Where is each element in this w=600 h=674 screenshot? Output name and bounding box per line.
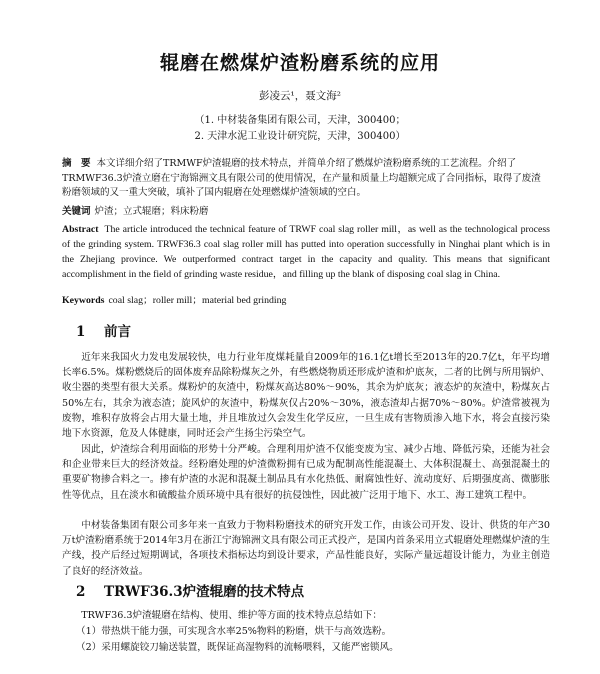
section-1-title: 前言 xyxy=(104,324,131,340)
section-1-number: 1 xyxy=(76,324,86,340)
abstract-cn-text: 本文详细介绍了TRMWF炉渣辊磨的技术特点，并简单介绍了燃煤炉渣粉磨系统的工艺流程。介绍了TRMWF36.3炉渣立磨在宁海锦洲文具有限公司的使用情况，在产量和质量上均超额完成了合同指标，取得了废渣粉磨领域的又一重大突破，填补了国内辊磨在处理燃煤炉渣领域的空白。 xyxy=(62,158,541,198)
section-2-heading xyxy=(76,580,304,600)
keywords-en xyxy=(62,293,550,308)
section-2-intro: TRWF36.3炉渣辊磨在结构、使用、维护等方面的技术特点总结如下： xyxy=(81,610,382,621)
keywords-cn-label: 关键词 xyxy=(62,206,91,217)
section-1-heading xyxy=(76,320,131,340)
abstract-cn xyxy=(62,157,550,201)
section-2-item-2: （2）采用螺旋铰刀输送装置，既保证高湿物料的流畅喂料，又能严密锁风。 xyxy=(76,642,399,653)
keywords-en-text: coal slag；roller mill；material bed grinding xyxy=(108,295,287,306)
section-2-title: TRWF36.3炉渣辊磨的技术特点 xyxy=(104,584,305,600)
affiliation-2: 2. 天津水泥工业设计研究院，天津，300400） xyxy=(194,131,406,142)
keywords-cn xyxy=(62,205,550,220)
paper-title: 辊磨在燃煤炉渣粉磨系统的应用 xyxy=(159,52,440,74)
section-2-number: 2 xyxy=(76,584,86,600)
abstract-en-label: Abstract xyxy=(62,224,99,235)
affiliation-1: （1. 中材装备集团有限公司，天津，300400； xyxy=(194,115,406,126)
section-2-item-1: （1）带热烘干能力强，可实现含水率25%物料的粉磨，烘干与高效选粉。 xyxy=(76,626,392,637)
abstract-cn-label: 摘 要 xyxy=(62,158,91,169)
section-1-paragraph-2: 因此，炉渣综合利用面临的形势十分严峻。合理利用炉渣不仅能变废为宝、减少占地、降低污染，还能为社会和企业带来巨大的经济效益。经粉磨处理的炉渣微粉拥有已成为配制高性能混凝土、大体积混凝土、高强混凝土的重要矿物掺合料之一。掺有炉渣的水泥和混凝土制品具有水化热低、耐腐蚀性好、流动度好、后期强度高、微膨胀性等优点，且在淡水和硫酸盐介质环境中具有很好的抗侵蚀性，因此被广泛用于地下、水工、海工建筑工程中。 xyxy=(62,444,550,501)
abstract-en xyxy=(62,222,550,282)
abstract-en-text: The article introduced the technical feature of TRWF coal slag roller mill，as well as the technological process of the grinding system. TRWF36.3 coal slag roller mill has putted into operation successfully in Ninghai plant which is in the Zhejiang province. We outperformed contract target in the capacity and quality. This means that significant accomplishment in the field of grinding waste residue，and filling up the blank of disposing coal slag in China. xyxy=(62,224,550,280)
section-1-paragraph-3: 中材装备集团有限公司多年来一直致力于物料粉磨技术的研究开发工作，由该公司开发、设计、供货的年产30万t炉渣粉磨系统于2014年3月在浙江宁海锦洲文具有限公司正式投产，是国内首条采用立式辊磨处理燃煤炉渣的生产线，投产后经过短期调试，各项技术指标达均到设计要求，产品性能良好，实际产量远超设计能力，为业主创造了良好的经济效益。 xyxy=(62,520,550,577)
keywords-en-label: Keywords xyxy=(62,295,105,306)
keywords-cn-text: 炉渣；立式辊磨；料床粉磨 xyxy=(94,206,209,217)
authors: 彭凌云¹，聂文海² xyxy=(259,90,341,102)
section-1-paragraph-1: 近年来我国火力发电发展较快，电力行业年度煤耗量自2009年的16.1亿t增长至2013年的20.7亿t，年平均增长率6.5%。煤粉燃烧后的固体废弃品除粉煤灰之外，有些燃烧物质还形成炉渣和炉底灰，二者的比例与所用锅炉、收尘器的类型有很大关系。煤粉炉的灰渣中，粉煤灰高达80%～90%，其余为炉底灰；液态炉的灰渣中，粉煤灰占50%左右，其余为液态渣；旋风炉的灰渣中，粉煤灰仅占20%～30%，液态渣却占据70%～80%。炉渣常被视为废物，堆积存放将会占用大量土地，并且堆放过久会发生化学反应，一旦生成有害物质渗入地下水，将会直接污染地下水资源，危及人体健康，同时还会产生扬尘污染空气。 xyxy=(62,352,550,440)
